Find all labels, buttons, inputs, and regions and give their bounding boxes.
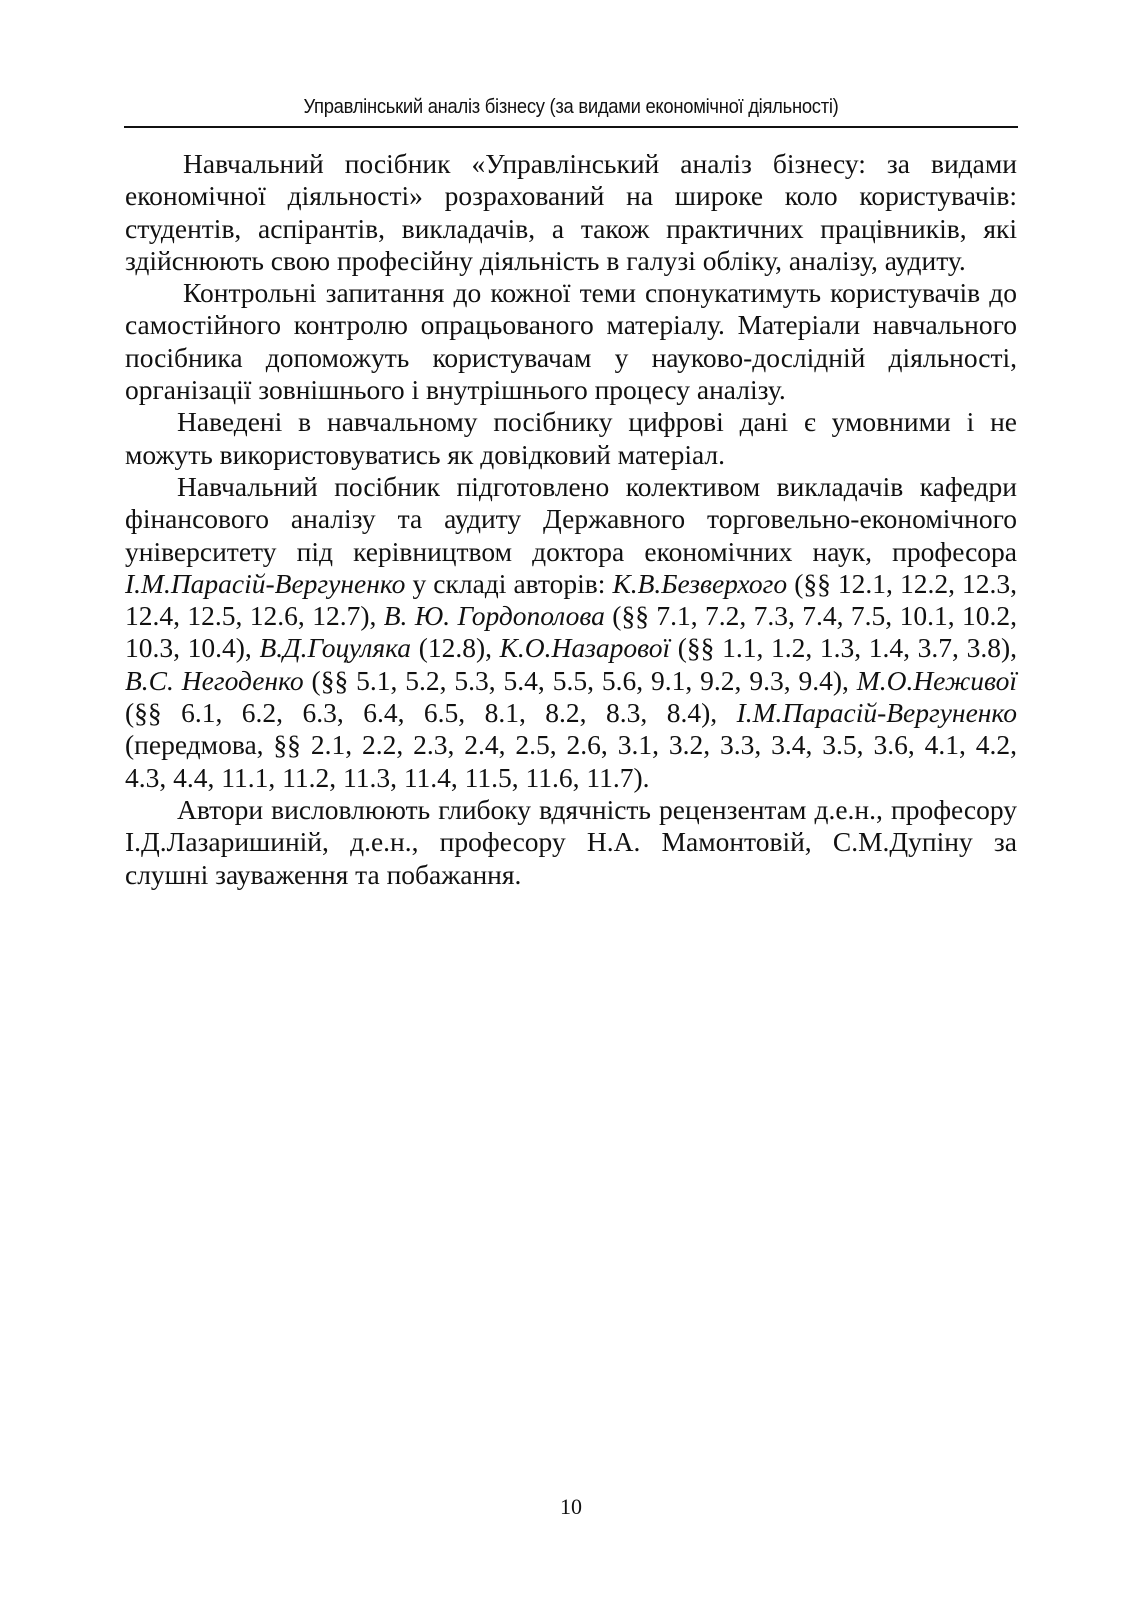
author-sections: (§§ 1.1, 1.2, 1.3, 1.4, 3.7, 3.8), [670,632,1017,664]
author-name: В.Д.Гоцуляка [259,632,412,664]
author-name: В. Ю. Гордополова [383,600,605,632]
author-name: В.С. Негоденко [125,664,304,696]
paragraph-authors [125,471,1017,794]
author-name: К.В.Безверхого [612,567,788,599]
paragraph-audience: Навчальний посібник «Управлінський аналіз бізнесу: за видами економічної діяльності» розрахований на широке коло користувачів: студентів, аспірантів, викладачів, а також практичних працівників, які здійснюють свою професійну діяльність в галузі обліку, аналізу, аудиту. [125,148,1017,276]
author-sections: (12.8), [411,632,500,664]
authors-intro-text: Навчальний посібник підготовлено колективом викладачів кафедри фінансового аналізу та аудиту Державного торговельно-економічного університету під керівництвом доктора економічних наук, професора [125,470,1017,567]
author-sections: (передмова, §§ 2.1, 2.2, 2.3, 2.4, 2.5, 2.6, 3.1, 3.2, 3.3, 3.4, 3.5, 3.6, 4.1, 4.2, 4.3, 4.4, 11.1, 11.2, 11.3, 11.4, 11.5, 11.6, 11.7). [125,729,1017,793]
author-sections: (§§ 5.1, 5.2, 5.3, 5.4, 5.5, 5.6, 9.1, 9.2, 9.3, 9.4), [303,664,857,696]
page-number: 10 [560,1494,582,1519]
lead-author-name: І.М.Парасій-Вергуненко [125,567,406,599]
paragraph-acknowledgements: Автори висловлюють глибоку вдячність рецензентам д.е.н., професору І.Д.Лазаришиній, д.е.н., професору Н.А. Мамонтовій, С.М.Дупіну за слушні зауваження та побажання. [125,793,1017,890]
author-sections: (§§ 6.1, 6.2, 6.3, 6.4, 6.5, 8.1, 8.2, 8.3, 8.4), [125,697,737,729]
header-rule [124,126,1018,128]
author-name: І.М.Парасій-Вергуненко [736,697,1017,729]
paragraph-data-disclaimer: Наведені в навчальному посібнику цифрові дані є умовними і не можуть використовуватись як довідковий матеріал. [125,406,1017,470]
body-text [125,148,1017,891]
author-sections: (§§ 7.1, 7.2, 7.3, 7.4, 7.5, 10.1, 10.2, 10.3, 10.4), [125,600,1017,664]
authors-list-intro: у складі авторів: [405,567,613,599]
author-name: М.О.Неживої [856,664,1017,696]
author-name: К.О.Назарової [499,632,671,664]
paragraph-control-questions: Контрольні запитання до кожної теми спонукатимуть користувачів до самостійного контролю опрацьованого матеріалу. Матеріали навчального посібника допоможуть користувачам у науково-дослідній діяльності, організації зовнішнього і внутрішнього процесу аналізу. [125,277,1017,406]
author-sections: (§§ 12.1, 12.2, 12.3, 12.4, 12.5, 12.6, 12.7), [125,567,1017,632]
running-header: Управлінський аналіз бізнесу (за видами економічної діяльності) [303,96,839,118]
